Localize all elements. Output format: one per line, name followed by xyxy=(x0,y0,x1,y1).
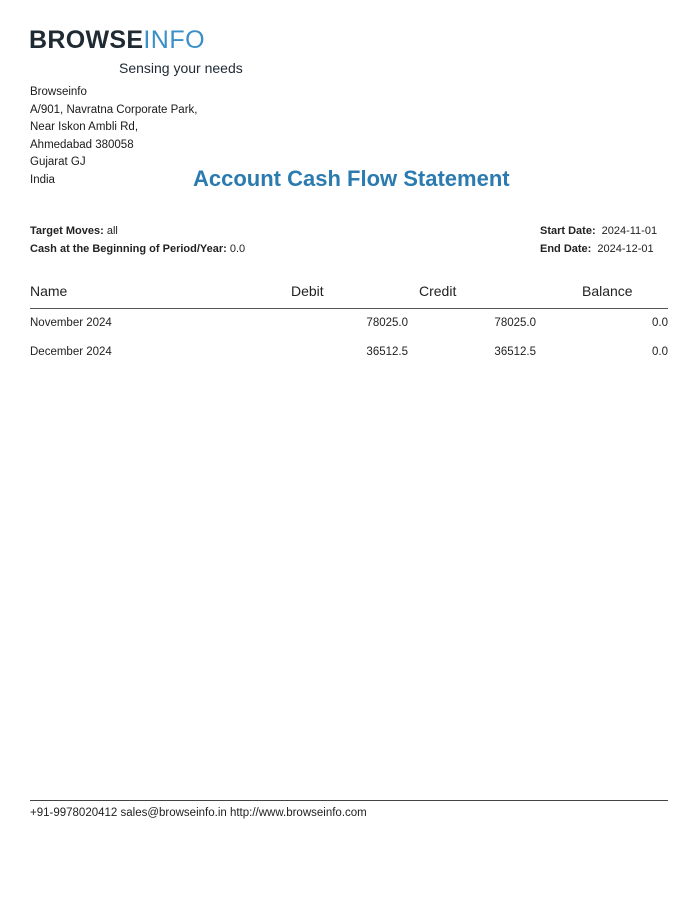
target-moves xyxy=(30,222,245,240)
company-address xyxy=(30,84,197,190)
address-line-1: A/901, Navratna Corporate Park, xyxy=(30,103,198,116)
row-balance: 0.0 xyxy=(652,346,668,358)
cash-beginning-label: Cash at the Beginning of Period/Year: xyxy=(30,243,227,255)
header-debit: Debit xyxy=(291,283,324,299)
row-name: December 2024 xyxy=(30,346,112,358)
target-moves-label: Target Moves: xyxy=(30,225,104,237)
row-balance: 0.0 xyxy=(652,317,668,329)
logo-tagline: Sensing your needs xyxy=(119,60,243,76)
cash-beginning-value: 0.0 xyxy=(229,243,246,255)
footer-divider xyxy=(30,800,668,801)
end-date-label: End Date: xyxy=(540,243,592,255)
cash-beginning xyxy=(30,240,245,258)
footer-contact: +91-9978020412 sales@browseinfo.in http://www.browseinfo.com xyxy=(30,807,367,819)
end-date-value: 2024-12-01 xyxy=(597,243,654,255)
address-line-3: Ahmedabad 380058 xyxy=(30,138,134,151)
row-debit: 36512.5 xyxy=(366,346,408,358)
report-dates xyxy=(540,222,657,258)
row-name: November 2024 xyxy=(30,317,112,329)
address-country: India xyxy=(30,173,55,186)
company-logo xyxy=(29,26,205,54)
target-moves-value: all xyxy=(106,225,118,237)
start-date-value: 2024-11-01 xyxy=(601,225,658,237)
cash-flow-table xyxy=(30,280,668,367)
row-credit: 36512.5 xyxy=(494,346,536,358)
logo-part-browse: BROWSE xyxy=(29,26,144,54)
table-row xyxy=(30,309,668,338)
table-row xyxy=(30,338,668,367)
report-filters xyxy=(30,222,245,258)
company-name: Browseinfo xyxy=(30,86,87,98)
start-date-label: Start Date: xyxy=(540,225,596,237)
logo-wordmark xyxy=(29,26,205,54)
start-date xyxy=(540,222,657,240)
logo-part-info: INFO xyxy=(143,26,206,54)
header-name: Name xyxy=(30,283,68,299)
row-debit: 78025.0 xyxy=(366,317,408,329)
header-balance: Balance xyxy=(582,283,633,299)
report-title: Account Cash Flow Statement xyxy=(193,166,510,191)
end-date xyxy=(540,240,657,258)
address-line-2: Near Iskon Ambli Rd, xyxy=(30,121,139,134)
address-state: Gujarat GJ xyxy=(30,156,86,169)
row-credit: 78025.0 xyxy=(494,317,536,329)
header-credit: Credit xyxy=(419,283,457,299)
table-header xyxy=(30,280,668,309)
